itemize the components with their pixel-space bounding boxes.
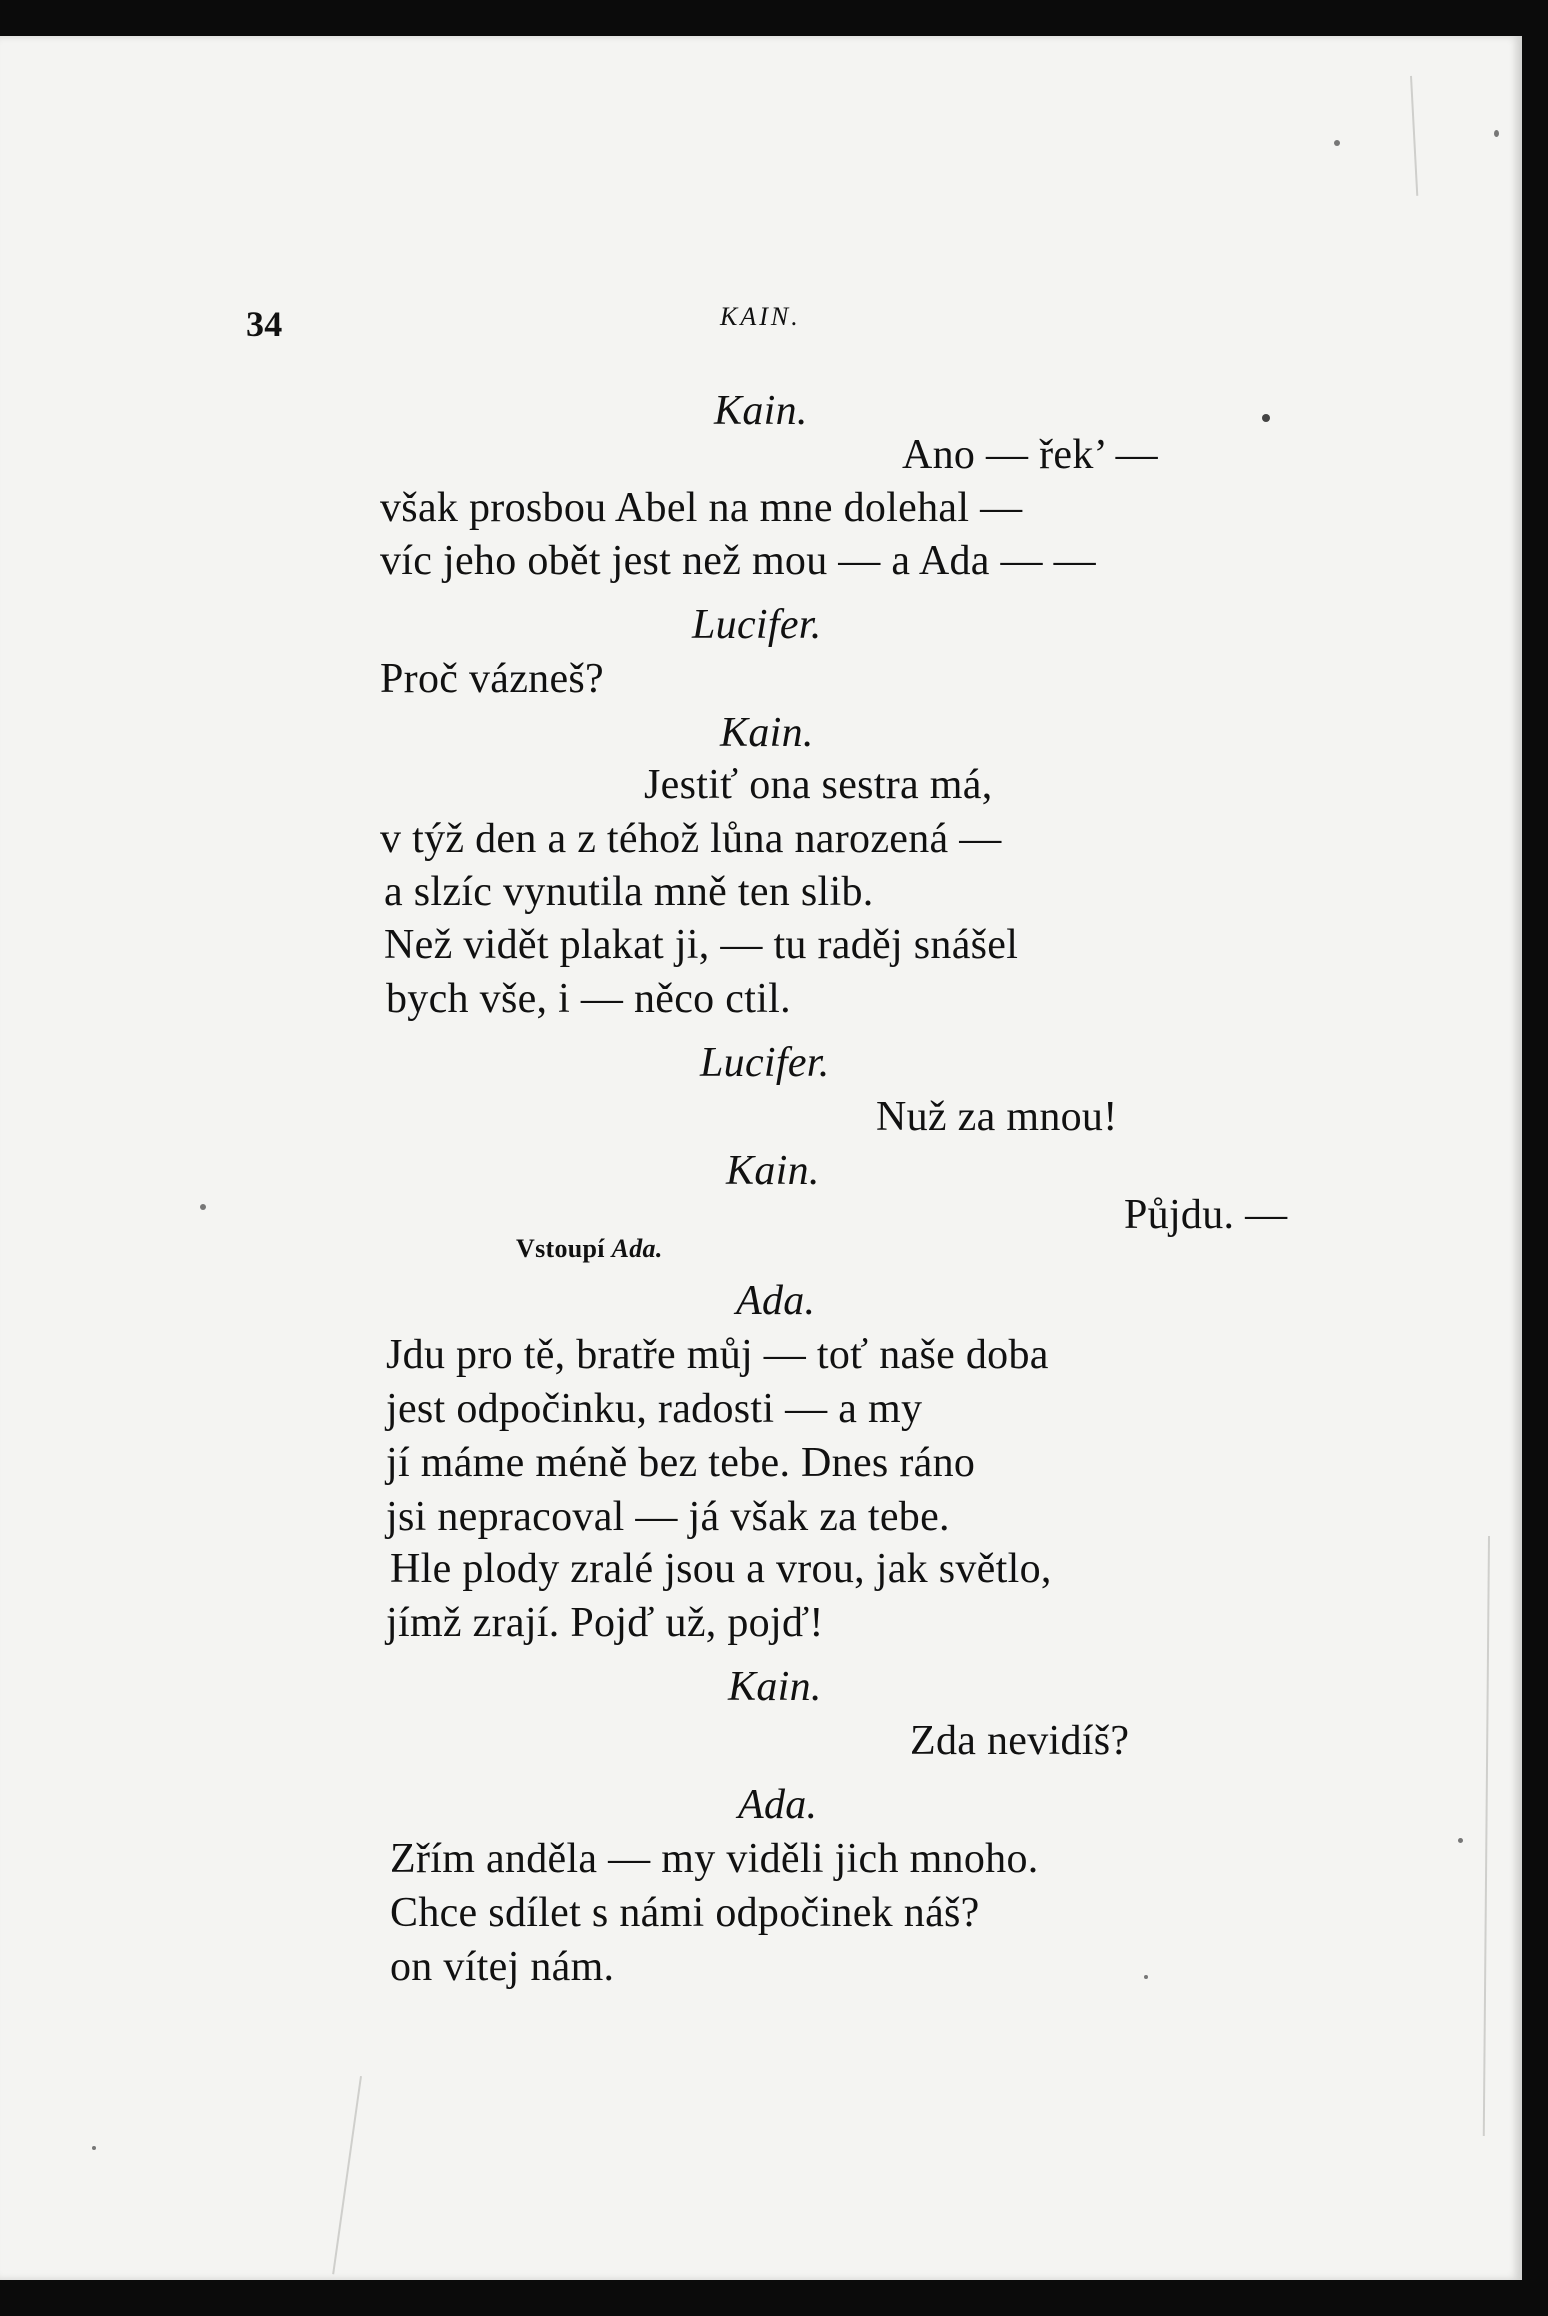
- verse-line: Proč vázneš?: [380, 656, 604, 702]
- dust-speck: [1144, 1975, 1148, 1979]
- dust-speck: [200, 1204, 206, 1210]
- verse-line: Ano — řek’ —: [902, 432, 1158, 478]
- verse-line: Hle plody zralé jsou a vrou, jak světlo,: [390, 1546, 1052, 1592]
- speaker-name: Ada.: [738, 1782, 818, 1828]
- speaker-name: Kain.: [726, 1148, 820, 1194]
- speaker-name: Lucifer.: [692, 602, 822, 648]
- verse-line: Zřím anděla — my viděli jich mnoho.: [390, 1836, 1039, 1882]
- verse-line: a slzíc vynutila mně ten slib.: [384, 869, 874, 915]
- verse-line: Půjdu. —: [1124, 1192, 1288, 1238]
- verse-line: on vítej nám.: [390, 1944, 615, 1990]
- verse-line: Chce sdílet s námi odpočinek náš?: [390, 1890, 980, 1936]
- verse-line: v týž den a z téhož lůna narozená —: [380, 816, 1002, 862]
- dust-speck: [92, 2146, 96, 2150]
- stage-direction-name: Ada.: [611, 1234, 663, 1263]
- verse-line: Nuž za mnou!: [876, 1094, 1118, 1140]
- verse-line: víc jeho obět jest než mou — a Ada — —: [380, 538, 1096, 584]
- speaker-name: Ada.: [736, 1278, 816, 1324]
- page-scratch: [1410, 76, 1418, 196]
- verse-line: však prosbou Abel na mne dolehal —: [380, 485, 1023, 531]
- speaker-name: Kain.: [728, 1664, 822, 1710]
- verse-line: bych vše, i — něco ctil.: [386, 976, 791, 1022]
- stage-direction: [516, 1236, 663, 1262]
- verse-line: Jestiť ona sestra má,: [644, 762, 993, 808]
- verse-line: Jdu pro tě, bratře můj — toť naše doba: [386, 1332, 1049, 1378]
- verse-line: jí máme méně bez tebe. Dnes ráno: [386, 1440, 976, 1486]
- speaker-name: Kain.: [720, 710, 814, 756]
- dust-speck: [1262, 414, 1270, 422]
- page-scratch: [1483, 1536, 1490, 2136]
- speaker-name: Lucifer.: [700, 1040, 830, 1086]
- verse-line: jsi nepracoval — já však za tebe.: [386, 1494, 950, 1540]
- verse-line: jímž zrají. Pojď už, pojď!: [386, 1600, 824, 1646]
- running-title: KAIN.: [720, 302, 801, 331]
- verse-line: jest odpočinku, radosti — a my: [386, 1386, 923, 1432]
- verse-line: Než vidět plakat ji, — tu raděj snášel: [384, 922, 1019, 968]
- dust-speck: [1494, 130, 1499, 137]
- scan-edge: [1522, 0, 1548, 2316]
- dust-speck: [1458, 1838, 1463, 1843]
- speaker-name: Kain.: [714, 388, 808, 434]
- page-number: 34: [246, 304, 283, 344]
- page-scratch: [332, 2076, 361, 2274]
- stage-direction-verb: Vstoupí: [516, 1234, 605, 1263]
- verse-line: Zda nevidíš?: [910, 1718, 1130, 1764]
- dust-speck: [1334, 140, 1340, 146]
